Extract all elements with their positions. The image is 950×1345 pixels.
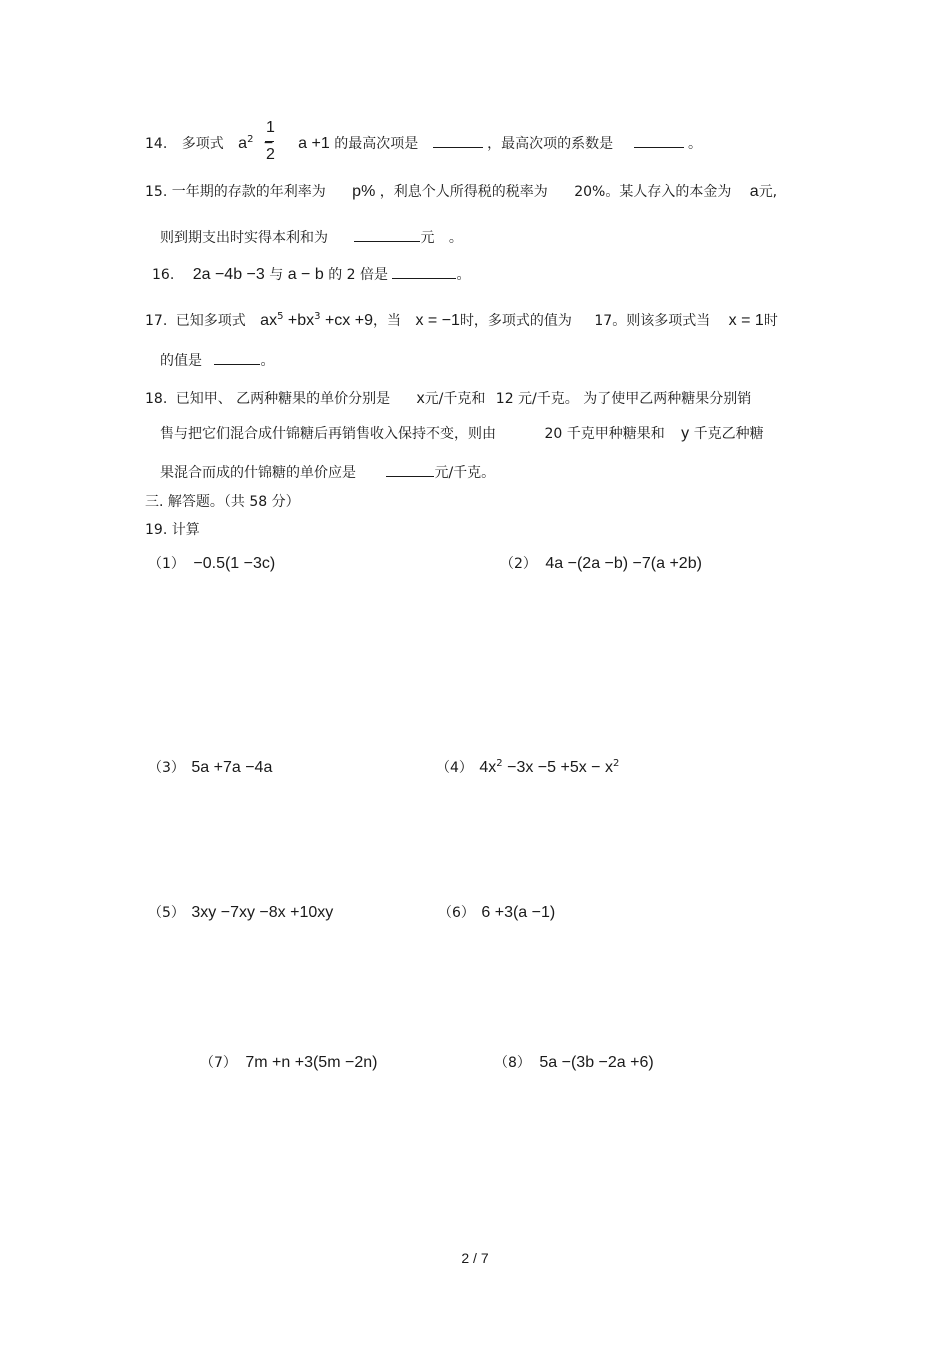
question-text: 千克乙种糖 — [693, 426, 764, 442]
question-number: 17. — [145, 313, 168, 329]
item-label: （4） — [436, 760, 473, 776]
question-19-title: 19. 计算 — [145, 522, 200, 538]
answer-blank[interactable] — [433, 133, 483, 148]
question-18-continued — [160, 462, 495, 483]
math-expression: a − b — [287, 266, 324, 283]
question-text: 时 — [763, 313, 778, 329]
question-text: 20% — [574, 184, 606, 200]
question-text: 的最高次项是 — [334, 136, 419, 152]
math-expression: a — [749, 183, 759, 200]
question-text: ，最高次项的系数是 — [487, 136, 614, 152]
fraction-numerator: 1 — [266, 119, 275, 136]
question-text: ，利息个人所得税的税率为 — [379, 184, 548, 200]
question-18 — [145, 389, 751, 409]
math-exponent: 3 — [314, 311, 321, 322]
math-expression: ax — [260, 312, 278, 329]
question-text: 。 — [456, 267, 471, 283]
math-expression: x = 1 — [728, 312, 764, 329]
item-label: （6） — [438, 905, 475, 921]
item-label: （7） — [200, 1055, 237, 1071]
math-expression: 2a −4b −3 — [192, 266, 265, 283]
math-expression: 4a −(2a −b) −7(a +2b) — [545, 555, 702, 572]
question-text: 一年期的存款的年利率为 — [171, 184, 326, 200]
question-16 — [152, 264, 470, 285]
math-exponent: 2 — [612, 758, 620, 769]
question-14 — [145, 133, 702, 156]
question-text: 元, — [758, 184, 778, 200]
math-expression: a +1 — [298, 135, 330, 152]
calc-item-5 — [148, 903, 333, 923]
question-number: 16. — [152, 267, 175, 283]
question-15 — [145, 182, 777, 202]
question-text: 则到期支出时实得本利和为 — [160, 230, 328, 246]
question-17 — [145, 311, 778, 333]
answer-blank[interactable] — [392, 264, 456, 279]
question-18-continued — [160, 424, 764, 444]
calc-item-3 — [148, 758, 272, 778]
question-text: 时，多项式的值为 — [459, 313, 572, 329]
calc-item-7 — [200, 1053, 377, 1073]
question-text: 。 — [688, 136, 703, 152]
math-expression: p% — [352, 183, 376, 200]
math-exponent: 2 — [247, 134, 254, 145]
answer-blank[interactable] — [386, 462, 434, 477]
math-exponent: 2 — [496, 758, 503, 769]
item-label: （1） — [148, 556, 185, 572]
question-number: 15. — [145, 184, 168, 200]
math-operator: − — [263, 135, 274, 152]
math-expression: 3xy −7xy −8x +10xy — [191, 904, 334, 921]
math-expression: 7m +n +3(5m −2n) — [245, 1054, 378, 1071]
question-text: 的 2 倍是 — [328, 267, 388, 283]
calc-item-1 — [148, 554, 275, 574]
math-expression: 4x — [479, 759, 497, 776]
item-label: （8） — [494, 1055, 531, 1071]
question-text: 元/千克。 — [434, 465, 496, 481]
item-label: （2） — [500, 556, 537, 572]
calc-item-8 — [494, 1053, 654, 1073]
math-expression: 5a +7a −4a — [191, 759, 273, 776]
question-number: 18. — [145, 391, 168, 407]
math-expression: −0.5(1 −3c) — [193, 555, 276, 572]
question-text: 已知多项式 — [175, 313, 246, 329]
math-expression: −3x −5 +5x − x — [502, 759, 613, 776]
math-expression: x = −1 — [415, 312, 460, 329]
answer-blank[interactable] — [634, 133, 684, 148]
question-text: 多项式 — [181, 136, 224, 152]
calc-item-6 — [438, 903, 555, 923]
question-text: 的值是 — [160, 353, 202, 369]
question-text: 。 — [448, 230, 463, 246]
answer-blank[interactable] — [214, 350, 260, 365]
math-exponent: 5 — [277, 311, 284, 322]
math-expression: +cx +9 — [320, 312, 373, 329]
question-text: 。某人存入的本金为 — [605, 184, 732, 200]
question-17-continued — [160, 350, 274, 371]
calc-item-2 — [500, 554, 702, 574]
math-expression: y — [681, 425, 690, 442]
section-heading: 三. 解答题。（共 58 分） — [145, 494, 300, 510]
math-expression: x — [416, 390, 425, 407]
calc-item-4 — [436, 758, 619, 780]
math-expression: 6 +3(a −1) — [481, 904, 556, 921]
question-15-continued — [160, 227, 463, 248]
question-text: 与 — [269, 267, 284, 283]
question-text: 元/千克和 — [424, 391, 486, 407]
question-text: 已知甲、 乙两种糖果的单价分别是 — [175, 391, 391, 407]
question-text: ，当 — [373, 313, 401, 329]
question-text: 果混合而成的什锦糖的单价应是 — [160, 465, 356, 481]
question-text: 17。则该多项式当 — [594, 313, 711, 329]
page-number: 2 / 7 — [461, 1250, 489, 1266]
item-label: （3） — [148, 760, 185, 776]
question-text: 12 元/千克。 为了使甲乙两种糖果分别销 — [495, 391, 752, 407]
fraction-bar — [265, 141, 274, 142]
math-expression: 5a −(3b −2a +6) — [539, 1054, 654, 1071]
question-text: 售与把它们混合成什锦糖后再销售收入保持不变，则由 — [160, 426, 496, 442]
question-text: 元 — [420, 230, 435, 246]
math-expression: a — [238, 135, 248, 152]
math-expression: +bx — [283, 312, 315, 329]
fraction-denominator: 2 — [266, 146, 275, 163]
answer-blank[interactable] — [354, 227, 420, 242]
item-label: （5） — [148, 905, 185, 921]
question-text: 。 — [260, 353, 275, 369]
question-text: 20 千克甲种糖果和 — [544, 426, 665, 442]
question-number: 14. — [145, 136, 168, 152]
